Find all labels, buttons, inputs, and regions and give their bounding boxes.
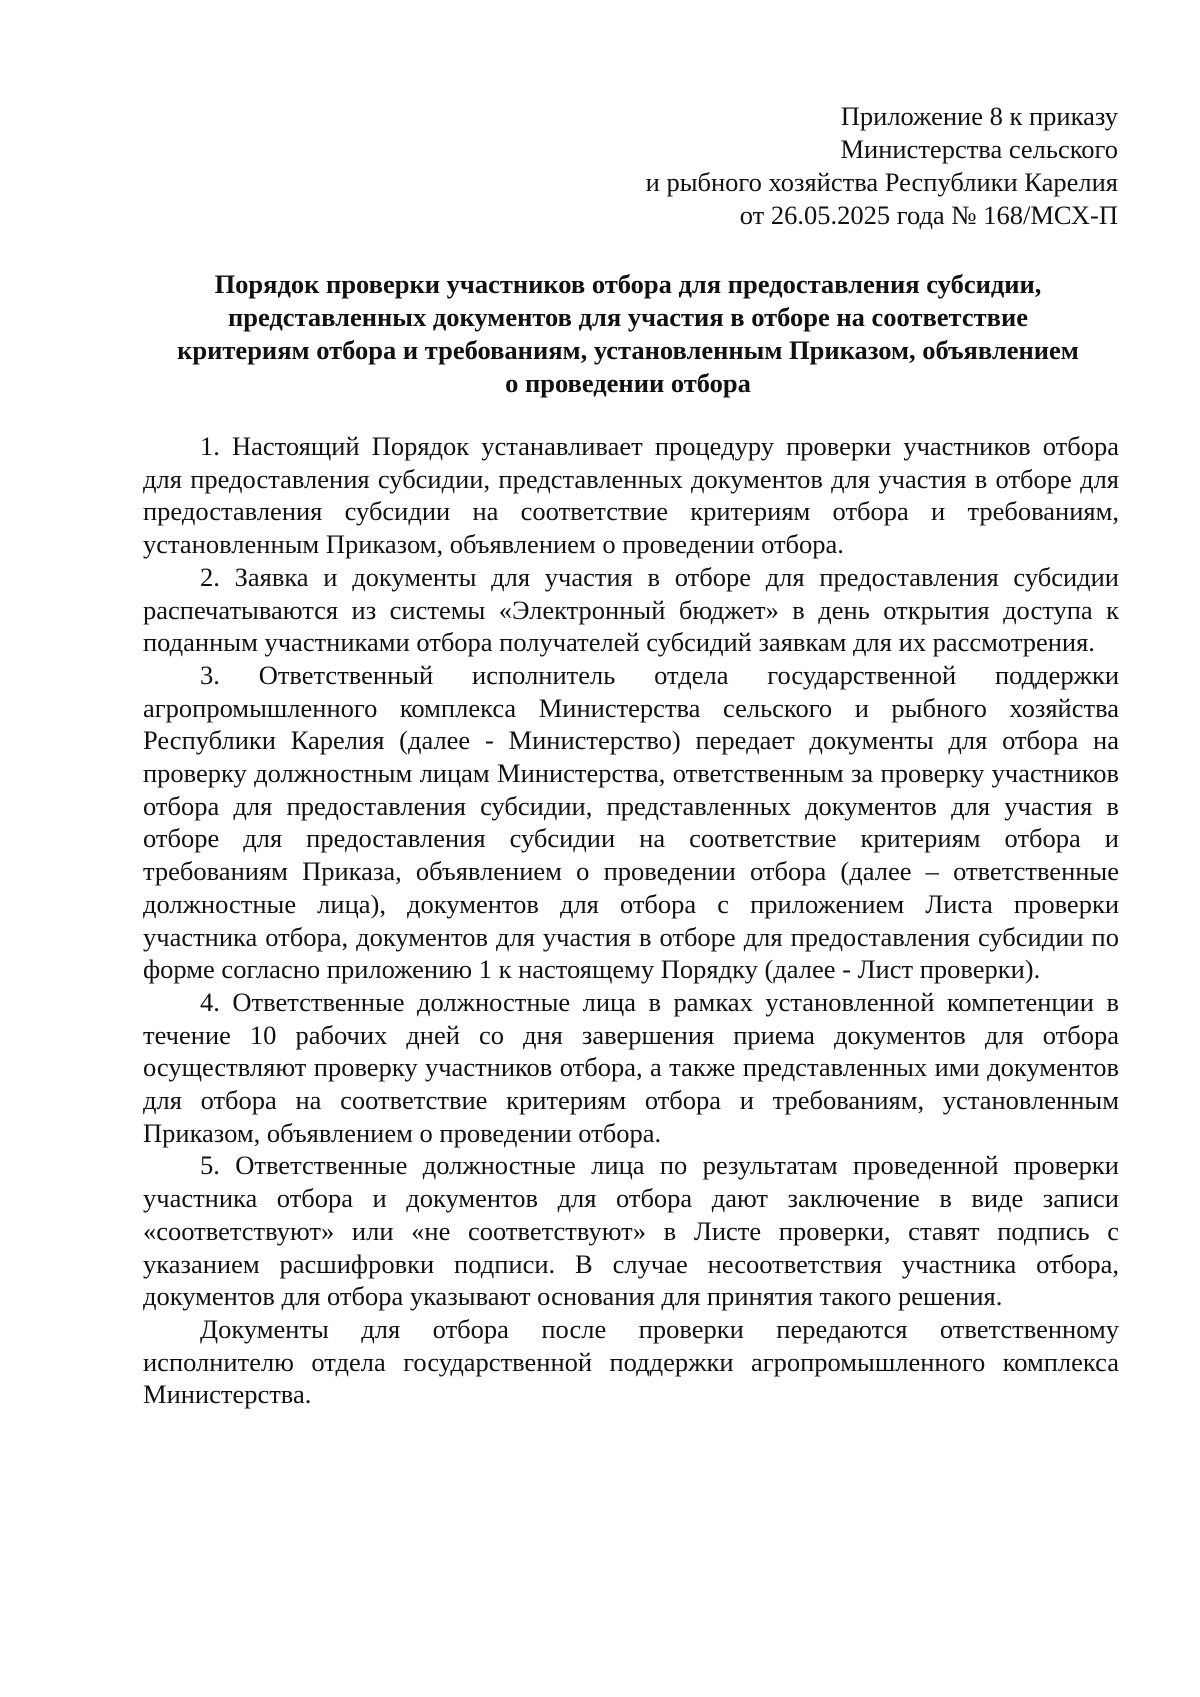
paragraph-1: 1. Настоящий Порядок устанавливает процедуру проверки участников отбора для предоставления субсидии, представленных документов для участия в отборе для предоставления субсидии на соответствие критериям отбора и требованиям, установленным Приказом, объявлением о проведении отбора.	[143, 431, 1119, 560]
paragraph-3: 3. Ответственный исполнитель отдела государственной поддержки агропромышленного комплекса Министерства сельского и рыбного хозяйства Республики Карелия (далее - Министерство) передает документы для отбора на проверку должностным лицам Министерства, ответственным за проверку участников отбора для предоставления субсидии, представленных документов для участия в отборе для предоставления субсидии на соответствие критериям отбора и требованиям Приказа, объявлением о проведении отбора (далее – ответственные должностные лица), документов для отбора с приложением Листа проверки участника отбора, документов для участия в отборе для предоставления субсидии по форме согласно приложению 1 к настоящему Порядку (далее - Лист проверки).	[143, 659, 1119, 985]
header-line-2: Министерства сельского	[840, 134, 1118, 164]
title-line-3: критериям отбора и требованиям, установленным Приказом, объявлением	[177, 335, 1079, 365]
header-line-1: Приложение 8 к приказу	[840, 101, 1118, 131]
header-line-3: и рыбного хозяйства Республики Карелия	[645, 167, 1118, 197]
paragraph-6: Документы для отбора после проверки передаются ответственному исполнителю отдела государственной поддержки агропромышленного комплекса Министерства.	[143, 1313, 1119, 1410]
document-body	[143, 430, 1119, 1411]
document-title	[138, 268, 1118, 400]
paragraph-5: 5. Ответственные должностные лица по результатам проведенной проверки участника отбора и документов для отбора дают заключение в виде записи «соответствуют» или «не соответствуют» в Листе проверки, ставят подпись с указанием расшифровки подписи. В случае несоответствия участника отбора, документов для отбора указывают основания для принятия такого решения.	[143, 1150, 1119, 1312]
paragraph-2: 2. Заявка и документы для участия в отборе для предоставления субсидии распечатываются из системы «Электронный бюджет» в день открытия доступа к поданным участниками отбора получателей субсидий заявкам для их рассмотрения.	[143, 561, 1119, 658]
paragraph-4: 4. Ответственные должностные лица в рамках установленной компетенции в течение 10 рабочих дней со дня завершения приема документов для отбора осуществляют проверку участников отбора, а также представленных ими документов для отбора на соответствие критериям отбора и требованиям, установленным Приказом, объявлением о проведении отбора.	[143, 986, 1119, 1148]
title-line-1: Порядок проверки участников отбора для предоставления субсидии,	[214, 269, 1042, 299]
title-line-2: представленных документов для участия в отборе на соответствие	[227, 302, 1029, 332]
appendix-header	[558, 100, 1118, 232]
title-line-4: о проведении отбора	[505, 368, 751, 398]
header-line-4: от 26.05.2025 года № 168/МСХ-П	[739, 200, 1118, 230]
